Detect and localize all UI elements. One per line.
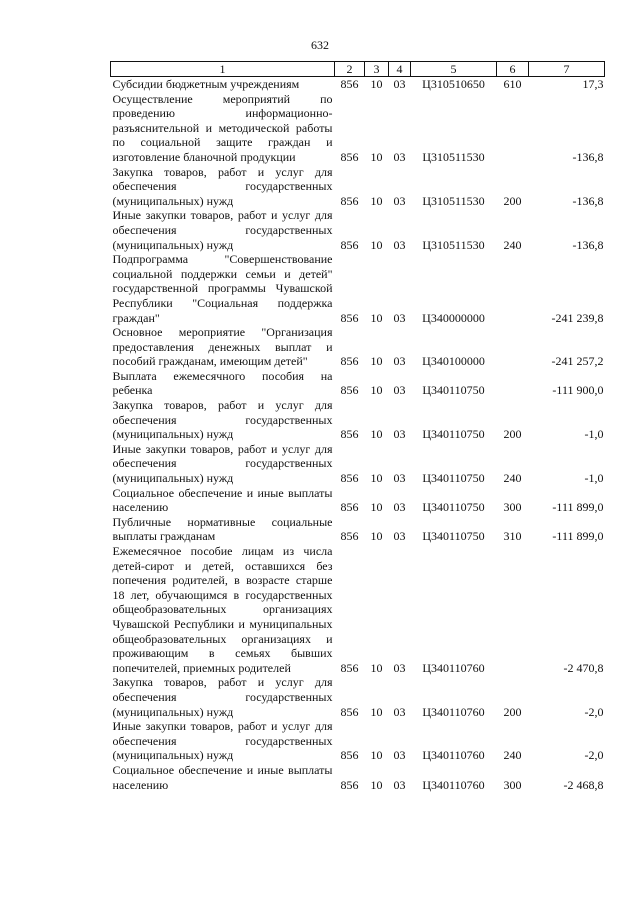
row-name: Иные закупки товаров, работ и услуг для обеспечения государственных (муниципальных) нужд xyxy=(112,208,333,252)
row-section: 10 xyxy=(370,149,383,164)
row-amount: -2,0 xyxy=(584,748,604,763)
row-code-2: 856 xyxy=(340,471,359,486)
row-section: 10 xyxy=(370,237,383,252)
row-name: Закупка товаров, работ и услуг для обеспечения государственных (муниципальных) нужд xyxy=(112,675,333,719)
row-expense-type xyxy=(497,92,529,165)
column-header-5: 5 xyxy=(411,62,497,77)
row-amount: 17,3 xyxy=(582,77,604,91)
row-section: 10 xyxy=(370,777,383,792)
row-amount: -241 257,2 xyxy=(551,354,604,369)
row-amount: -1,0 xyxy=(584,471,604,486)
row-amount: -136,8 xyxy=(572,149,604,164)
row-code-2: 856 xyxy=(340,529,359,544)
row-section: 10 xyxy=(370,500,383,515)
row-name: Социальное обеспечение и иные выплаты населению xyxy=(112,762,333,792)
row-name: Ежемесячное пособие лицам из числа детей-сирот и детей, оставшихся без попечения родителей, в возрасте старше 18 лет, обучающимся в государственных общеобразовательных организациях Чувашской Республики и муниципальных общеобразовательных организациях и проживающим в семьях бывших попечителей, приемных родителей xyxy=(112,544,333,675)
row-expense-type: 200 xyxy=(503,704,522,719)
row-expense-type xyxy=(497,252,529,325)
row-target-article: Ц340110750 xyxy=(422,529,485,544)
table-body xyxy=(111,77,605,793)
row-subsection: 03 xyxy=(393,500,406,515)
row-name: Иные закупки товаров, работ и услуг для обеспечения государственных (муниципальных) нужд xyxy=(112,441,333,486)
row-section: 10 xyxy=(370,354,383,369)
table-row xyxy=(111,252,605,325)
row-target-article: Ц340110750 xyxy=(422,471,485,486)
row-amount: -111 900,0 xyxy=(552,383,604,398)
row-amount: -2 468,8 xyxy=(563,777,604,792)
row-amount: -2 470,8 xyxy=(563,660,604,675)
row-section: 10 xyxy=(370,383,383,398)
row-amount: -136,8 xyxy=(572,237,604,252)
row-expense-type: 300 xyxy=(503,777,522,792)
row-expense-type: 240 xyxy=(503,237,522,252)
row-name: Публичные нормативные социальные выплаты гражданам xyxy=(112,514,333,544)
row-expense-type: 240 xyxy=(503,748,522,763)
table-row xyxy=(111,675,605,719)
row-subsection: 03 xyxy=(393,193,406,208)
row-subsection: 03 xyxy=(393,237,406,252)
row-amount: -2,0 xyxy=(584,704,604,719)
row-name: Выплата ежемесячного пособия на ребенка xyxy=(112,368,333,398)
row-section: 10 xyxy=(370,77,383,91)
row-expense-type: 610 xyxy=(503,77,522,91)
column-header-1: 1 xyxy=(111,62,335,77)
row-code-2: 856 xyxy=(340,427,359,442)
row-subsection: 03 xyxy=(393,748,406,763)
row-code-2: 856 xyxy=(340,748,359,763)
row-amount: -241 239,8 xyxy=(551,310,604,325)
column-header-4: 4 xyxy=(389,62,411,77)
row-code-2: 856 xyxy=(340,77,359,91)
row-amount: -111 899,0 xyxy=(552,529,604,544)
row-subsection: 03 xyxy=(393,354,406,369)
row-name: Осуществление мероприятий по проведению информационно-разъяснительной и методической работы по социальной защите граждан и изготовление бланочной продукции xyxy=(112,91,333,164)
row-subsection: 03 xyxy=(393,471,406,486)
row-name: Социальное обеспечение и иные выплаты населению xyxy=(112,485,333,515)
table-row xyxy=(111,486,605,515)
row-amount: -136,8 xyxy=(572,193,604,208)
row-expense-type xyxy=(497,369,529,398)
row-expense-type: 240 xyxy=(503,471,522,486)
row-expense-type: 200 xyxy=(503,427,522,442)
row-section: 10 xyxy=(370,704,383,719)
row-expense-type xyxy=(497,544,529,675)
row-code-2: 856 xyxy=(340,310,359,325)
row-expense-type xyxy=(497,325,529,369)
row-name: Основное мероприятие "Организация предоставления денежных выплат и пособий гражданам, имеющим детей" xyxy=(112,325,333,369)
row-expense-type: 310 xyxy=(503,529,522,544)
row-target-article: Ц310510650 xyxy=(422,77,485,91)
row-section: 10 xyxy=(370,427,383,442)
row-section: 10 xyxy=(370,193,383,208)
row-section: 10 xyxy=(370,660,383,675)
row-subsection: 03 xyxy=(393,427,406,442)
table-row xyxy=(111,369,605,398)
row-subsection: 03 xyxy=(393,529,406,544)
row-name: Подпрограмма "Совершенствование социальной поддержки семьи и детей" государственной программы Чувашской Республики "Социальная поддержка граждан" xyxy=(112,252,333,325)
row-target-article: Ц310511530 xyxy=(422,193,485,208)
column-header-6: 6 xyxy=(497,62,529,77)
table-row xyxy=(111,92,605,165)
row-name: Субсидии бюджетным учреждениям xyxy=(112,77,300,91)
row-code-2: 856 xyxy=(340,149,359,164)
row-code-2: 856 xyxy=(340,777,359,792)
table-row xyxy=(111,442,605,486)
row-target-article: Ц340110760 xyxy=(422,748,485,763)
row-target-article: Ц310511530 xyxy=(422,237,485,252)
column-header-2: 2 xyxy=(335,62,365,77)
row-subsection: 03 xyxy=(393,777,406,792)
row-name: Закупка товаров, работ и услуг для обеспечения государственных (муниципальных) нужд xyxy=(112,164,333,208)
row-amount: -1,0 xyxy=(584,427,604,442)
row-code-2: 856 xyxy=(340,704,359,719)
row-name: Закупка товаров, работ и услуг для обеспечения государственных (муниципальных) нужд xyxy=(112,398,333,442)
row-target-article: Ц310511530 xyxy=(422,149,485,164)
table-row xyxy=(111,763,605,792)
column-header-3: 3 xyxy=(365,62,389,77)
row-expense-type: 200 xyxy=(503,193,522,208)
row-target-article: Ц340100000 xyxy=(422,354,485,369)
table-row xyxy=(111,325,605,369)
row-subsection: 03 xyxy=(393,149,406,164)
table-row xyxy=(111,208,605,252)
row-code-2: 856 xyxy=(340,500,359,515)
table-row xyxy=(111,165,605,209)
row-section: 10 xyxy=(370,471,383,486)
row-code-2: 856 xyxy=(340,354,359,369)
row-code-2: 856 xyxy=(340,237,359,252)
row-code-2: 856 xyxy=(340,660,359,675)
row-subsection: 03 xyxy=(393,704,406,719)
table-row xyxy=(111,77,605,92)
row-subsection: 03 xyxy=(393,310,406,325)
budget-table xyxy=(110,61,605,792)
row-target-article: Ц340110760 xyxy=(422,777,485,792)
row-expense-type: 300 xyxy=(503,500,522,515)
row-target-article: Ц340110760 xyxy=(422,704,485,719)
header-row xyxy=(111,62,605,77)
row-target-article: Ц340110750 xyxy=(422,500,485,515)
table-row xyxy=(111,398,605,442)
row-name: Иные закупки товаров, работ и услуг для обеспечения государственных (муниципальных) нужд xyxy=(112,719,333,763)
row-code-2: 856 xyxy=(340,383,359,398)
row-target-article: Ц340110750 xyxy=(422,383,485,398)
row-section: 10 xyxy=(370,529,383,544)
table-row xyxy=(111,719,605,763)
table-row xyxy=(111,544,605,675)
row-section: 10 xyxy=(370,748,383,763)
page-number: 632 xyxy=(311,38,329,52)
column-header-7: 7 xyxy=(529,62,605,77)
row-subsection: 03 xyxy=(393,77,406,91)
row-target-article: Ц340110750 xyxy=(422,427,485,442)
row-subsection: 03 xyxy=(393,660,406,675)
table-row xyxy=(111,515,605,544)
row-section: 10 xyxy=(370,310,383,325)
row-code-2: 856 xyxy=(340,193,359,208)
row-subsection: 03 xyxy=(393,383,406,398)
row-target-article: Ц340000000 xyxy=(422,310,485,325)
row-amount: -111 899,0 xyxy=(552,500,604,515)
row-target-article: Ц340110760 xyxy=(422,660,485,675)
